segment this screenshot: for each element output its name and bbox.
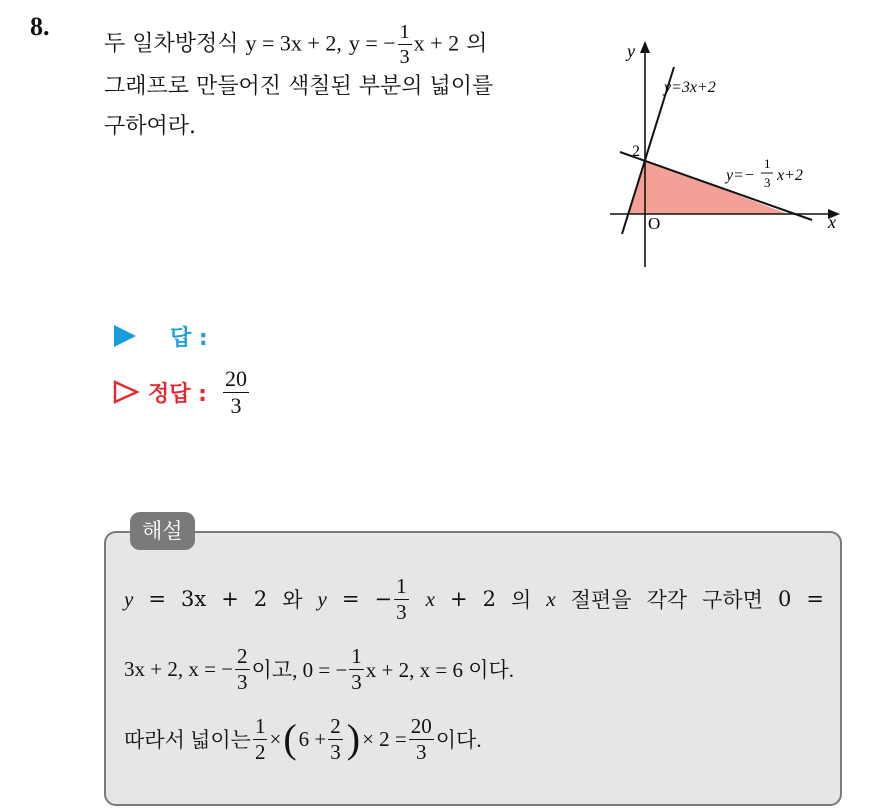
solution-line-3: 따라서 넓이는 $\frac{1}{2}$ × ( 6 + $\frac{2}{3}$ ) × 2 = $\frac{20}{3}$ 이다. [124, 713, 482, 764]
y-axis-arrow [640, 41, 650, 53]
correct-answer-label: 정답 : [148, 381, 207, 407]
correct-answer-row [112, 365, 251, 418]
line-2-label [724, 156, 803, 190]
question-line-3: 구하여라. [104, 114, 197, 139]
y-intercept-label: 2 [632, 143, 640, 160]
x-axis-label: x [828, 212, 836, 232]
graph [600, 35, 850, 275]
question-fraction: $\frac{1}{3}$ [399, 21, 410, 68]
outline-play-icon [112, 379, 140, 405]
answer-row [112, 316, 251, 356]
question-line-1: 두 일차방정식 y = 3x + 2, y = − $\frac{1}{3}$ x + 2 의 [104, 21, 488, 68]
correct-answer-value: $\frac{20}{3}$ [224, 365, 247, 418]
svg-text:x+2: x+2 [777, 167, 803, 184]
svg-text:1: 1 [764, 156, 771, 171]
question-text [104, 22, 604, 147]
play-icon [112, 323, 138, 349]
answer-section [112, 316, 251, 418]
solution-tab: 해설 [130, 512, 195, 550]
question-line-2: 그래프로 만들어진 색칠된 부분의 넓이를 [104, 74, 494, 99]
svg-text:y=−: y=− [726, 167, 755, 184]
origin-label: O [648, 214, 661, 233]
question-number: 8. [30, 12, 50, 41]
solution-text [124, 564, 824, 774]
solution-line-2: 3x + 2, x = − $\frac{2}{3}$ 이고, 0 = − $\frac{1}{3}$ x + 2, x = 6 이다. [124, 643, 515, 694]
line-1-label: y=3x+2 [664, 79, 716, 96]
solution-line-1: y = 3x + 2 와 y = − $\frac{1}{3}$ x + 2 의 x 절편을 각각 구하면 0 = [124, 573, 824, 624]
answer-label: 답 : [170, 325, 208, 351]
svg-text:3: 3 [764, 175, 771, 190]
y-axis-label: y [627, 41, 635, 61]
